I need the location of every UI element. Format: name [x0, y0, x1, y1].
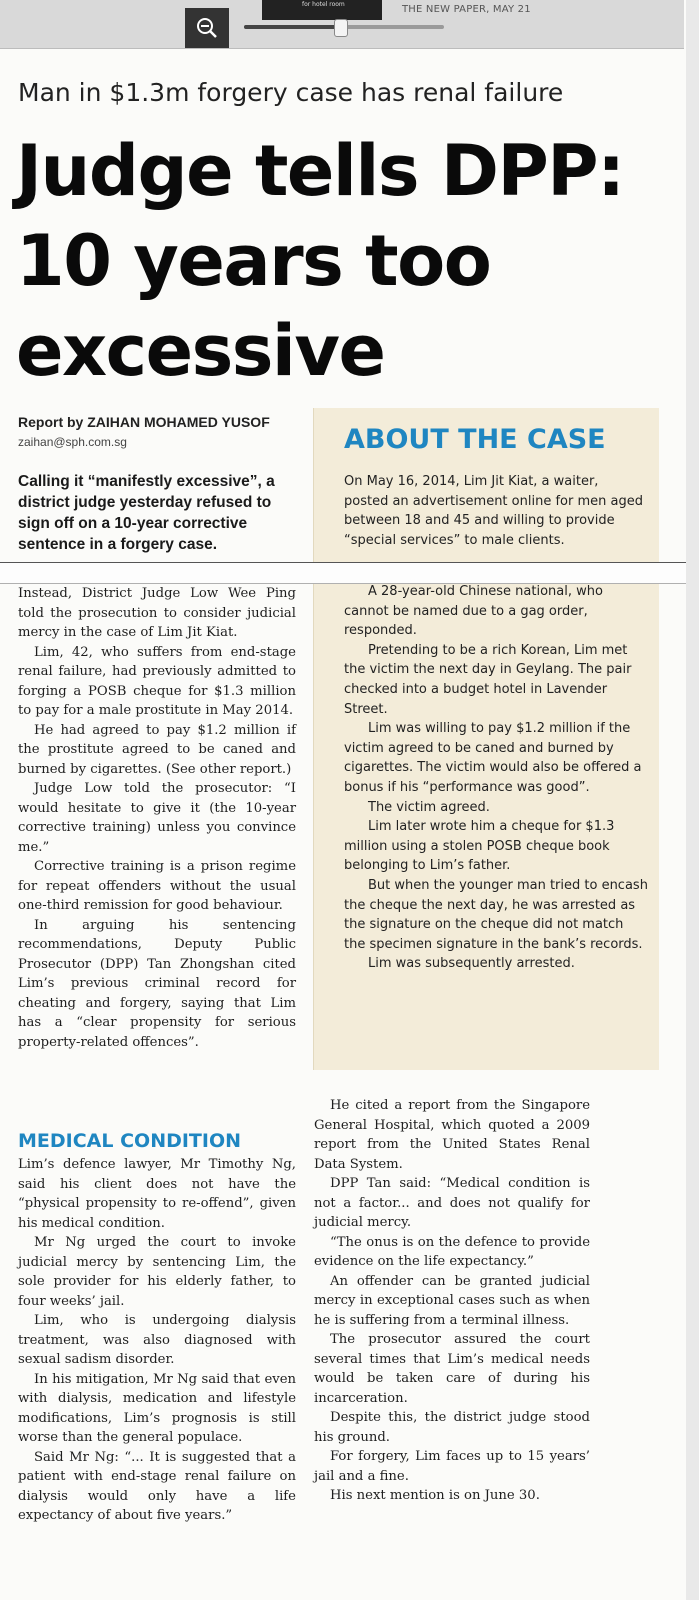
article-paragraph: Lim, who is undergoing dialysis treatment, was also diagnosed with sexual sadism disorder. [18, 1313, 296, 1367]
sidebar-paragraph: The victim agreed. [368, 799, 490, 815]
article-column-2 [314, 1096, 590, 1506]
sidebar-paragraph: Lim later wrote him a cheque for $1.3 million using a stolen POSB cheque book belonging to Lim’s father. [344, 819, 615, 874]
article-paragraph: DPP Tan said: “Medical condition is not a factor... and does not qualify for judicial mercy. [314, 1176, 590, 1230]
article-paragraph: Said Mr Ng: “... It is suggested that a patient with end-stage renal failure on dialysis would only have a life expectancy of about five years.” [18, 1449, 296, 1523]
article-column-1-continued [18, 1155, 296, 1526]
byline: Report by ZAIHAN MOHAMED YUSOF [18, 414, 270, 430]
article-kicker: Man in $1.3m forgery case has renal failure [18, 78, 564, 107]
article-column-1 [18, 584, 296, 1052]
screenshot-seam [0, 562, 686, 584]
sidebar-title: ABOUT THE CASE [344, 424, 606, 455]
zoom-slider[interactable] [244, 25, 444, 29]
article-paragraph: His next mention is on June 30. [330, 1488, 540, 1503]
article-paragraph: Judge Low told the prosecutor: “I would hesitate to give it (the 10-year corrective training) unless you convince me.” [18, 781, 296, 855]
sidebar-paragraph: But when the younger man tried to encash the cheque the next day, he was arrested as the signature on the cheque did not match the specimen signature in the bank’s records. [344, 877, 648, 952]
article-paragraph: Lim, 42, who suffers from end-stage renal failure, had previously admitted to forging a POSB cheque for $1.3 million to pay for a male prostitute in May 2014. [18, 644, 296, 718]
article-paragraph: Corrective training is a prison regime for repeat offenders without the usual one-third remission for good behaviour. [18, 859, 296, 913]
about-the-case-box [313, 408, 659, 1070]
article-paragraph: Instead, District Judge Low Wee Ping told the prosecution to consider judicial mercy in the case of Lim Jit Kiat. [18, 586, 296, 640]
article-paragraph: Lim’s defence lawyer, Mr Timothy Ng, said his client does not have the “physical propensity to re-offend”, given his medical condition. [18, 1157, 296, 1231]
article-paragraph: “The onus is on the defence to provide evidence on the life expectancy.” [314, 1234, 590, 1269]
viewer-toolbar [0, 0, 684, 49]
sidebar-body [344, 582, 648, 974]
article-paragraph: He had agreed to pay $1.2 million if the prostitute agreed to be caned and burned by cigarettes. (See other report.) [18, 722, 296, 777]
sidebar-paragraph: Pretending to be a rich Korean, Lim met the victim the next day in Geylang. The pair checked into a budget hotel in Lavender Street. [344, 642, 632, 717]
sidebar-paragraph: Lim was willing to pay $1.2 million if the victim agreed to be caned and burned by cigarettes. The victim would also be offered a bonus if his “performance was good”. [344, 721, 642, 795]
thumbnail-text: for hotel room [302, 1, 345, 8]
article-paragraph: Despite this, the district judge stood his ground. [314, 1410, 590, 1445]
zoom-slider-handle[interactable] [334, 19, 348, 37]
article-paragraph: He cited a report from the Singapore General Hospital, which quoted a 2009 report from the United States Renal Data System. [314, 1098, 590, 1172]
article-paragraph: In arguing his sentencing recommendations, Deputy Public Prosecutor (DPP) Tan Zhongshan cited Lim’s previous criminal record for cheating and forgery, saying that Lim has a “clear propensity for serious property-related offences”. [18, 917, 296, 1050]
author-email[interactable]: zaihan@sph.com.sg [18, 435, 127, 449]
section-subhead: MEDICAL CONDITION [18, 1130, 242, 1152]
article-paragraph: For forgery, Lim faces up to 15 years’ jail and a fine. [314, 1449, 590, 1484]
article-paragraph: An offender can be granted judicial mercy in exceptional cases such as when he is suffering from a terminal illness. [314, 1273, 590, 1328]
sidebar-paragraph: A 28-year-old Chinese national, who cannot be named due to a gag order, responded. [344, 584, 603, 639]
page-thumbnail[interactable] [262, 0, 382, 20]
article-lede: Calling it “manifestly excessive”, a district judge yesterday refused to sign off on a 10-year corrective sentence in a forgery case. [18, 473, 275, 553]
sidebar-paragraph: Lim was subsequently arrested. [368, 956, 575, 972]
zoom-out-icon [195, 16, 219, 40]
article-headline: Judge tells DPP: 10 years too excessive [16, 130, 624, 392]
paper-source-tag: THE NEW PAPER, MAY 21 [402, 4, 531, 15]
viewer-right-edge [686, 0, 699, 1600]
sidebar-intro-text: On May 16, 2014, Lim Jit Kiat, a waiter, posted an advertisement online for men aged between 18 and 45 and willing to provide “special services” to male clients. [344, 474, 643, 548]
article-paragraph: In his mitigation, Mr Ng said that even with dialysis, medication and lifestyle modifications, Lim’s prognosis is still worse than the general populace. [18, 1371, 296, 1445]
zoom-button[interactable] [185, 8, 229, 48]
zoom-slider-fill [244, 25, 342, 29]
article-paragraph: Mr Ng urged the court to invoke judicial mercy by sentencing Lim, the sole provider for his elderly father, to four weeks’ jail. [18, 1235, 296, 1309]
sidebar-intro [344, 472, 644, 564]
article-paragraph: The prosecutor assured the court several times that Lim’s medical needs would be taken care of during his incarceration. [314, 1332, 590, 1406]
